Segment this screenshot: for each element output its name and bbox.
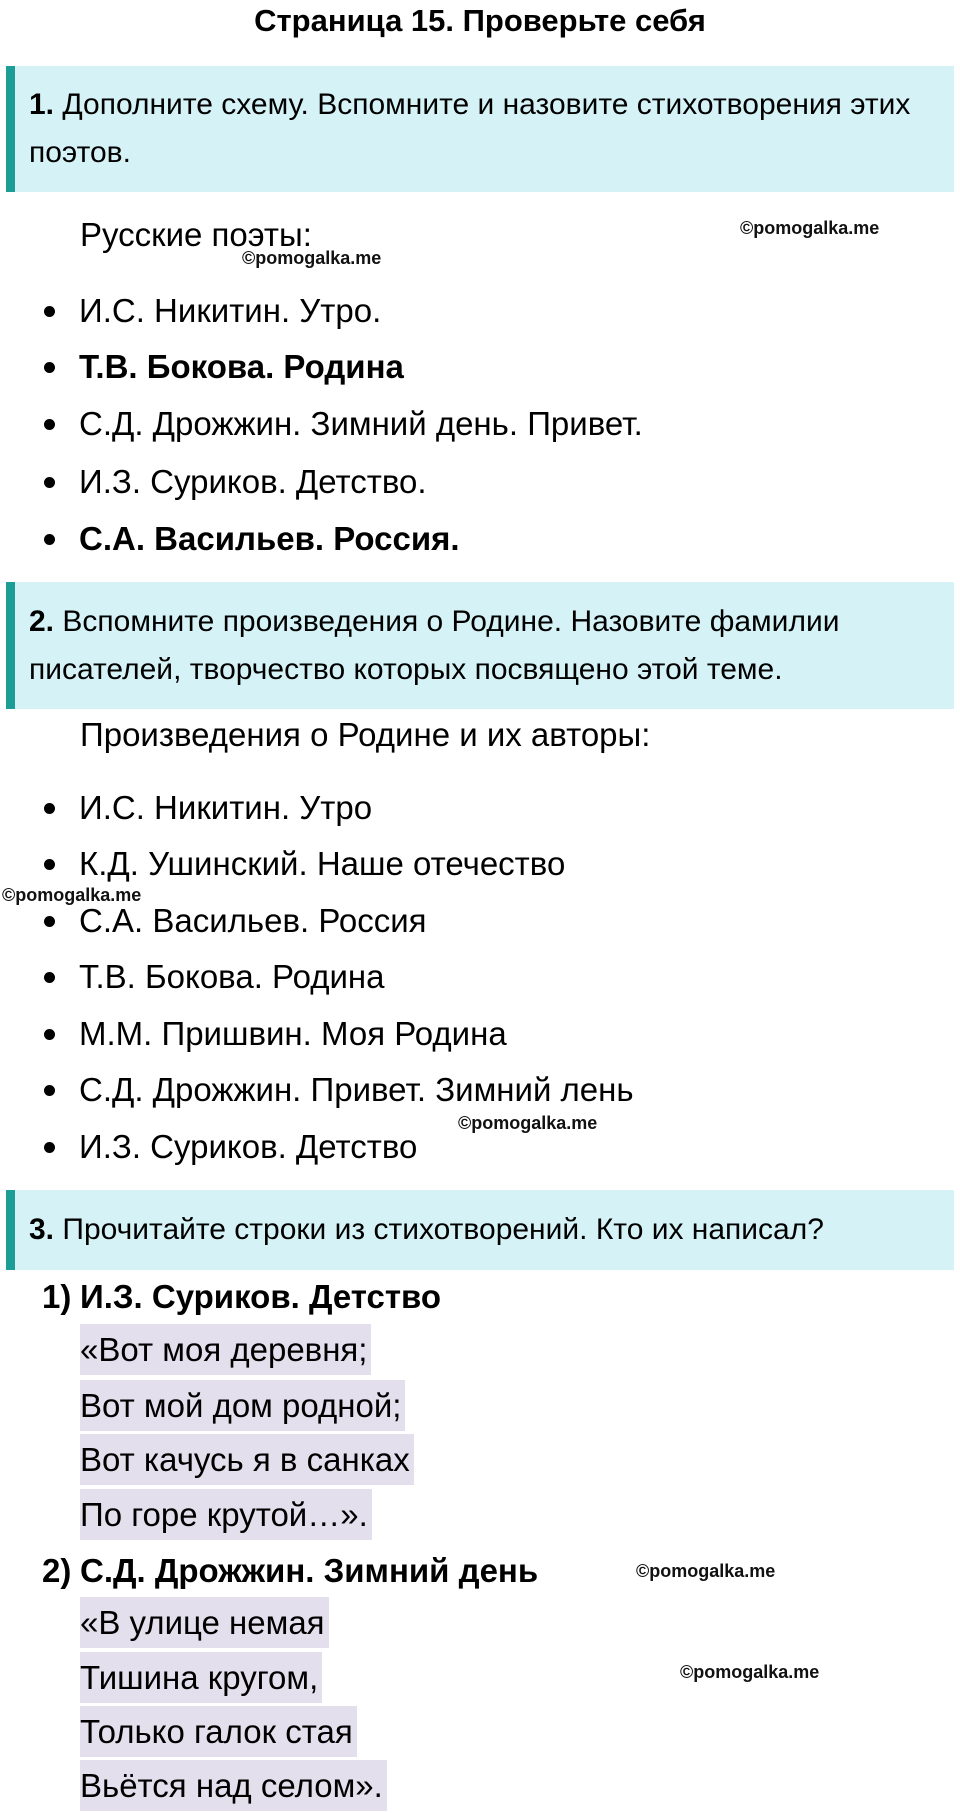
watermark: ©pomogalka.me xyxy=(680,1662,820,1682)
task-2-heading: Произведения о Родине и их авторы: xyxy=(80,716,651,753)
list-item xyxy=(44,513,460,565)
answer-2-label: 2) xyxy=(42,1552,72,1589)
watermark: ©pomogalka.me xyxy=(2,885,142,905)
list-item xyxy=(44,341,404,393)
task-1-box xyxy=(6,66,954,192)
answer-1-title: И.З. Суриков. Детство xyxy=(80,1278,442,1315)
page-title: Страница 15. Проверьте себя xyxy=(254,3,706,38)
list-item-text: И.З. Суриков. Детство. xyxy=(79,463,427,500)
list-item xyxy=(44,895,427,947)
list-item xyxy=(44,782,372,834)
bullet-icon xyxy=(44,803,55,814)
list-item-text: М.М. Пришвин. Моя Родина xyxy=(79,1015,507,1052)
bullet-icon xyxy=(44,916,55,927)
bullet-icon xyxy=(44,1085,55,1096)
bullet-icon xyxy=(44,1142,55,1153)
task-3-number: 3. xyxy=(29,1213,55,1246)
task-3-text: Прочитайте строки из стихотворений. Кто их написал? xyxy=(62,1213,824,1246)
bullet-icon xyxy=(44,972,55,983)
list-item xyxy=(44,1064,634,1116)
list-item-text: И.З. Суриков. Детство xyxy=(79,1128,418,1165)
list-item-text: С.А. Васильев. Россия. xyxy=(79,520,460,557)
verse-line: «Вот моя деревня; xyxy=(80,1324,371,1375)
bullet-icon xyxy=(44,859,55,870)
list-item-text: И.С. Никитин. Утро. xyxy=(79,292,382,329)
bullet-icon xyxy=(44,534,55,545)
watermark: ©pomogalka.me xyxy=(636,1561,776,1581)
bullet-icon xyxy=(44,419,55,430)
task-3-box xyxy=(6,1190,954,1270)
bullet-icon xyxy=(44,362,55,373)
task-2-text: Вспомните произведения о Родине. Назовите фамилии писателей, творчество которых посвящено этой теме. xyxy=(29,605,840,686)
watermark: ©pomogalka.me xyxy=(242,248,382,268)
answer-1-label: 1) xyxy=(42,1278,72,1315)
verse-line: Вьётся над селом». xyxy=(80,1760,387,1811)
verse-line: Вот качусь я в санках xyxy=(80,1434,414,1485)
task-2-number: 2. xyxy=(29,605,55,638)
list-item-text: Т.В. Бокова. Родина xyxy=(79,958,385,995)
bullet-icon xyxy=(44,477,55,488)
verse-line: Только галок стая xyxy=(80,1706,357,1757)
verse-line: Вот мой дом родной; xyxy=(80,1380,405,1431)
list-item xyxy=(44,285,381,337)
verse-line: По горе крутой…». xyxy=(80,1489,372,1540)
list-item xyxy=(44,398,643,450)
verse-line: Тишина кругом, xyxy=(80,1652,322,1703)
watermark: ©pomogalka.me xyxy=(740,218,880,238)
list-item xyxy=(44,1121,417,1173)
task-1-number: 1. xyxy=(29,88,55,121)
list-item xyxy=(44,456,427,508)
watermark: ©pomogalka.me xyxy=(458,1113,598,1133)
list-item-text: С.Д. Дрожжин. Привет. Зимний лень xyxy=(79,1071,634,1108)
list-item-text: С.А. Васильев. Россия xyxy=(79,902,427,939)
list-item xyxy=(44,1008,507,1060)
list-item xyxy=(44,838,565,890)
answer-2-title: С.Д. Дрожжин. Зимний день xyxy=(80,1552,539,1589)
list-item-text: С.Д. Дрожжин. Зимний день. Привет. xyxy=(79,405,643,442)
bullet-icon xyxy=(44,306,55,317)
list-item-text: К.Д. Ушинский. Наше отечество xyxy=(79,845,566,882)
task-1-text: Дополните схему. Вспомните и назовите стихотворения этих поэтов. xyxy=(29,88,911,169)
list-item-text: Т.В. Бокова. Родина xyxy=(79,348,404,385)
list-item xyxy=(44,951,385,1003)
task-2-box xyxy=(6,582,954,709)
task-1-heading: Русские поэты: xyxy=(80,216,312,253)
bullet-icon xyxy=(44,1029,55,1040)
list-item-text: И.С. Никитин. Утро xyxy=(79,789,373,826)
verse-line: «В улице немая xyxy=(80,1597,329,1648)
